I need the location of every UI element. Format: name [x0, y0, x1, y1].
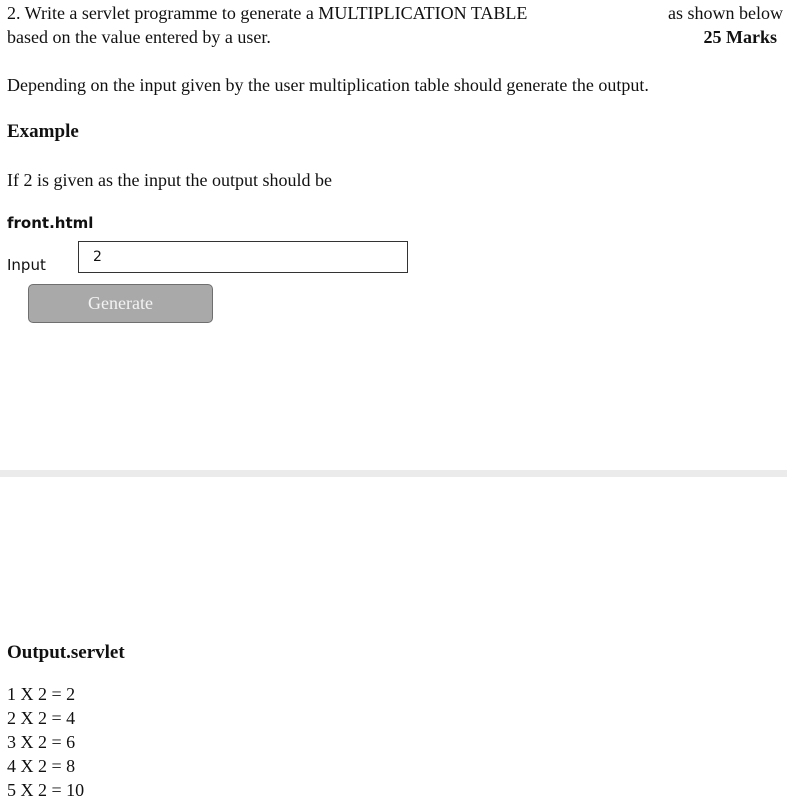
multiplication-table-output: [7, 682, 84, 802]
example-heading: Example: [7, 121, 79, 142]
section-divider: [0, 470, 787, 477]
question-text-tail: as shown below: [668, 3, 783, 23]
example-text: If 2 is given as the input the output should be: [7, 170, 332, 190]
input-value: 2: [93, 249, 102, 265]
number-input[interactable]: [78, 241, 408, 273]
input-label: Input: [7, 256, 46, 274]
table-line: 1 X 2 = 2: [7, 684, 76, 704]
table-line: 2 X 2 = 4: [7, 708, 76, 728]
generate-button[interactable]: Generate: [28, 284, 213, 323]
table-line: 5 X 2 = 10: [7, 780, 85, 800]
question-line-1: [7, 2, 783, 24]
table-line: 4 X 2 = 8: [7, 756, 76, 776]
question-text-continued: based on the value entered by a user.: [7, 27, 271, 47]
table-line: 3 X 2 = 6: [7, 732, 76, 752]
marks-label: 25 Marks: [703, 27, 777, 47]
question-text: 2. Write a servlet programme to generate a MULTIPLICATION TABLE: [7, 3, 528, 23]
question-line-2: [7, 26, 777, 48]
description-text: Depending on the input given by the user multiplication table should generate the output.: [7, 75, 649, 95]
front-html-label: front.html: [7, 214, 94, 232]
output-servlet-label: Output.servlet: [7, 642, 125, 663]
